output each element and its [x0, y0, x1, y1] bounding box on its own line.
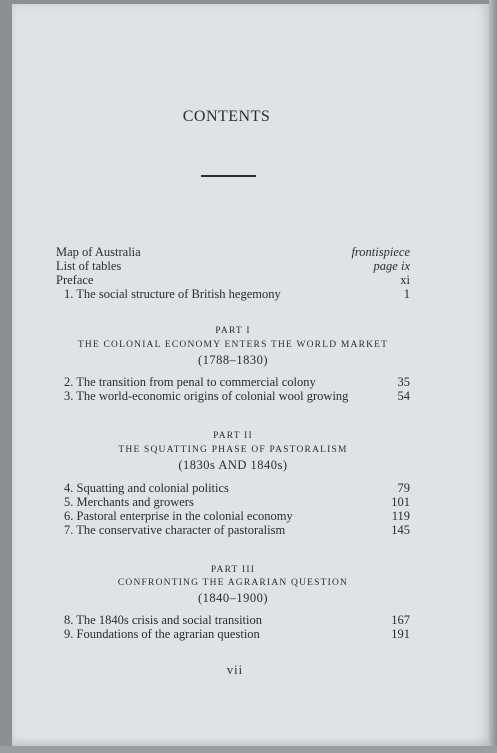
toc-entry-page: 167: [391, 613, 410, 627]
contents-title: CONTENTS: [182, 108, 271, 125]
toc-entry: [56, 273, 410, 287]
toc-entry-label: 2. The transition from penal to commercial colony: [64, 375, 316, 389]
toc-entry-label: List of tables: [56, 259, 122, 273]
toc-entry-label: Map of Australia: [56, 245, 141, 259]
page-edge: [489, 0, 497, 753]
toc-entry: [64, 375, 410, 389]
toc-entry-page: 35: [397, 375, 410, 389]
toc-entry: [64, 495, 410, 509]
toc-entry-label: 5. Merchants and growers: [64, 495, 194, 509]
title-rule: [201, 175, 256, 177]
part-title: THE COLONIAL ECONOMY ENTERS THE WORLD MARKET: [77, 340, 389, 350]
toc-entry-label: 3. The world-economic origins of colonial wool growing: [64, 389, 349, 403]
part-label: PART II: [213, 431, 253, 441]
toc-entry-page: 54: [397, 389, 410, 403]
part-years: (1788–1830): [197, 353, 269, 367]
toc-entry-page: 101: [391, 495, 410, 509]
part-label: PART III: [210, 565, 256, 575]
toc-entry-label: 6. Pastoral enterprise in the colonial economy: [64, 509, 293, 523]
toc-entry-page: 119: [391, 509, 410, 523]
toc-entry: [56, 259, 410, 273]
toc-entry-page: xi: [400, 273, 410, 287]
toc-entry: [64, 523, 410, 537]
toc-entry-label: Preface: [56, 273, 94, 287]
toc-entry-label: 8. The 1840s crisis and social transition: [64, 613, 263, 627]
part-title: CONFRONTING THE AGRARIAN QUESTION: [117, 578, 349, 588]
toc-entry-page: 145: [391, 523, 410, 537]
toc-entry-label: 9. Foundations of the agrarian question: [64, 627, 260, 641]
toc-entry-label: 7. The conservative character of pastoralism: [64, 523, 286, 537]
toc-entry-page: 191: [391, 627, 410, 641]
toc-entry: [56, 245, 410, 259]
toc-entry-page: frontispiece: [351, 245, 410, 259]
toc-entry-page: 1: [403, 287, 410, 301]
toc-entry-page: page ix: [373, 259, 410, 273]
toc-entry: [64, 613, 410, 627]
toc-entry-label: 4. Squatting and colonial politics: [64, 481, 229, 495]
page-number: vii: [226, 663, 244, 677]
toc-entry-page: 79: [397, 481, 410, 495]
part-label: PART I: [215, 326, 251, 336]
toc-entry: [64, 389, 410, 403]
toc-entry: [64, 509, 410, 523]
toc-entry: [64, 287, 410, 301]
toc-entry: [64, 627, 410, 641]
part-years: (1840–1900): [197, 591, 269, 605]
page-bottom-edge: [0, 746, 497, 753]
toc-entry: [64, 481, 410, 495]
part-title: THE SQUATTING PHASE OF PASTORALISM: [118, 445, 348, 455]
toc-entry-label: 1. The social structure of British hegemony: [64, 287, 281, 301]
part-years: (1830s AND 1840s): [178, 458, 288, 472]
